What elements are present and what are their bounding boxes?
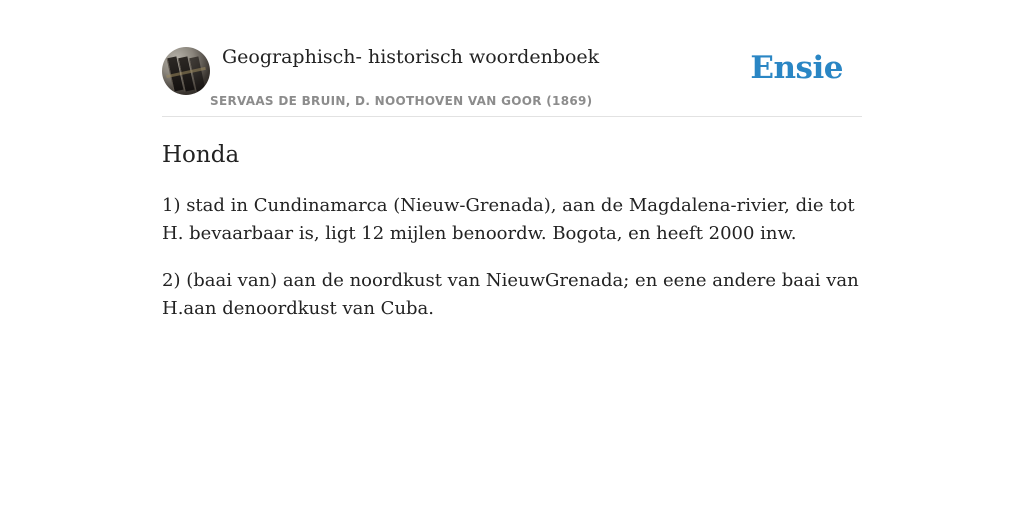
book-title[interactable]: Geographisch- historisch woordenboek [222,46,600,68]
page-header [162,40,862,117]
entry-definition: 2) (baai van) aan de noordkust van NieuwGrenada; en eene andere baai van H.aan denoordkust van Cuba. [162,270,859,319]
ensie-logo[interactable]: Ensie [750,50,843,86]
book-authors: SERVAAS DE BRUIN, D. NOOTHOVEN VAN GOOR (1869) [210,94,593,108]
entry-content [162,140,862,342]
entry-term: Honda [162,142,240,168]
entry-definition: 1) stad in Cundinamarca (Nieuw-Grenada), aan de Magdalena-rivier, die tot H. bevaarbaar is, ligt 12 mijlen benoordw. Bogota, en heeft 2000 inw. [162,195,855,244]
book-cover-avatar[interactable] [162,47,210,95]
